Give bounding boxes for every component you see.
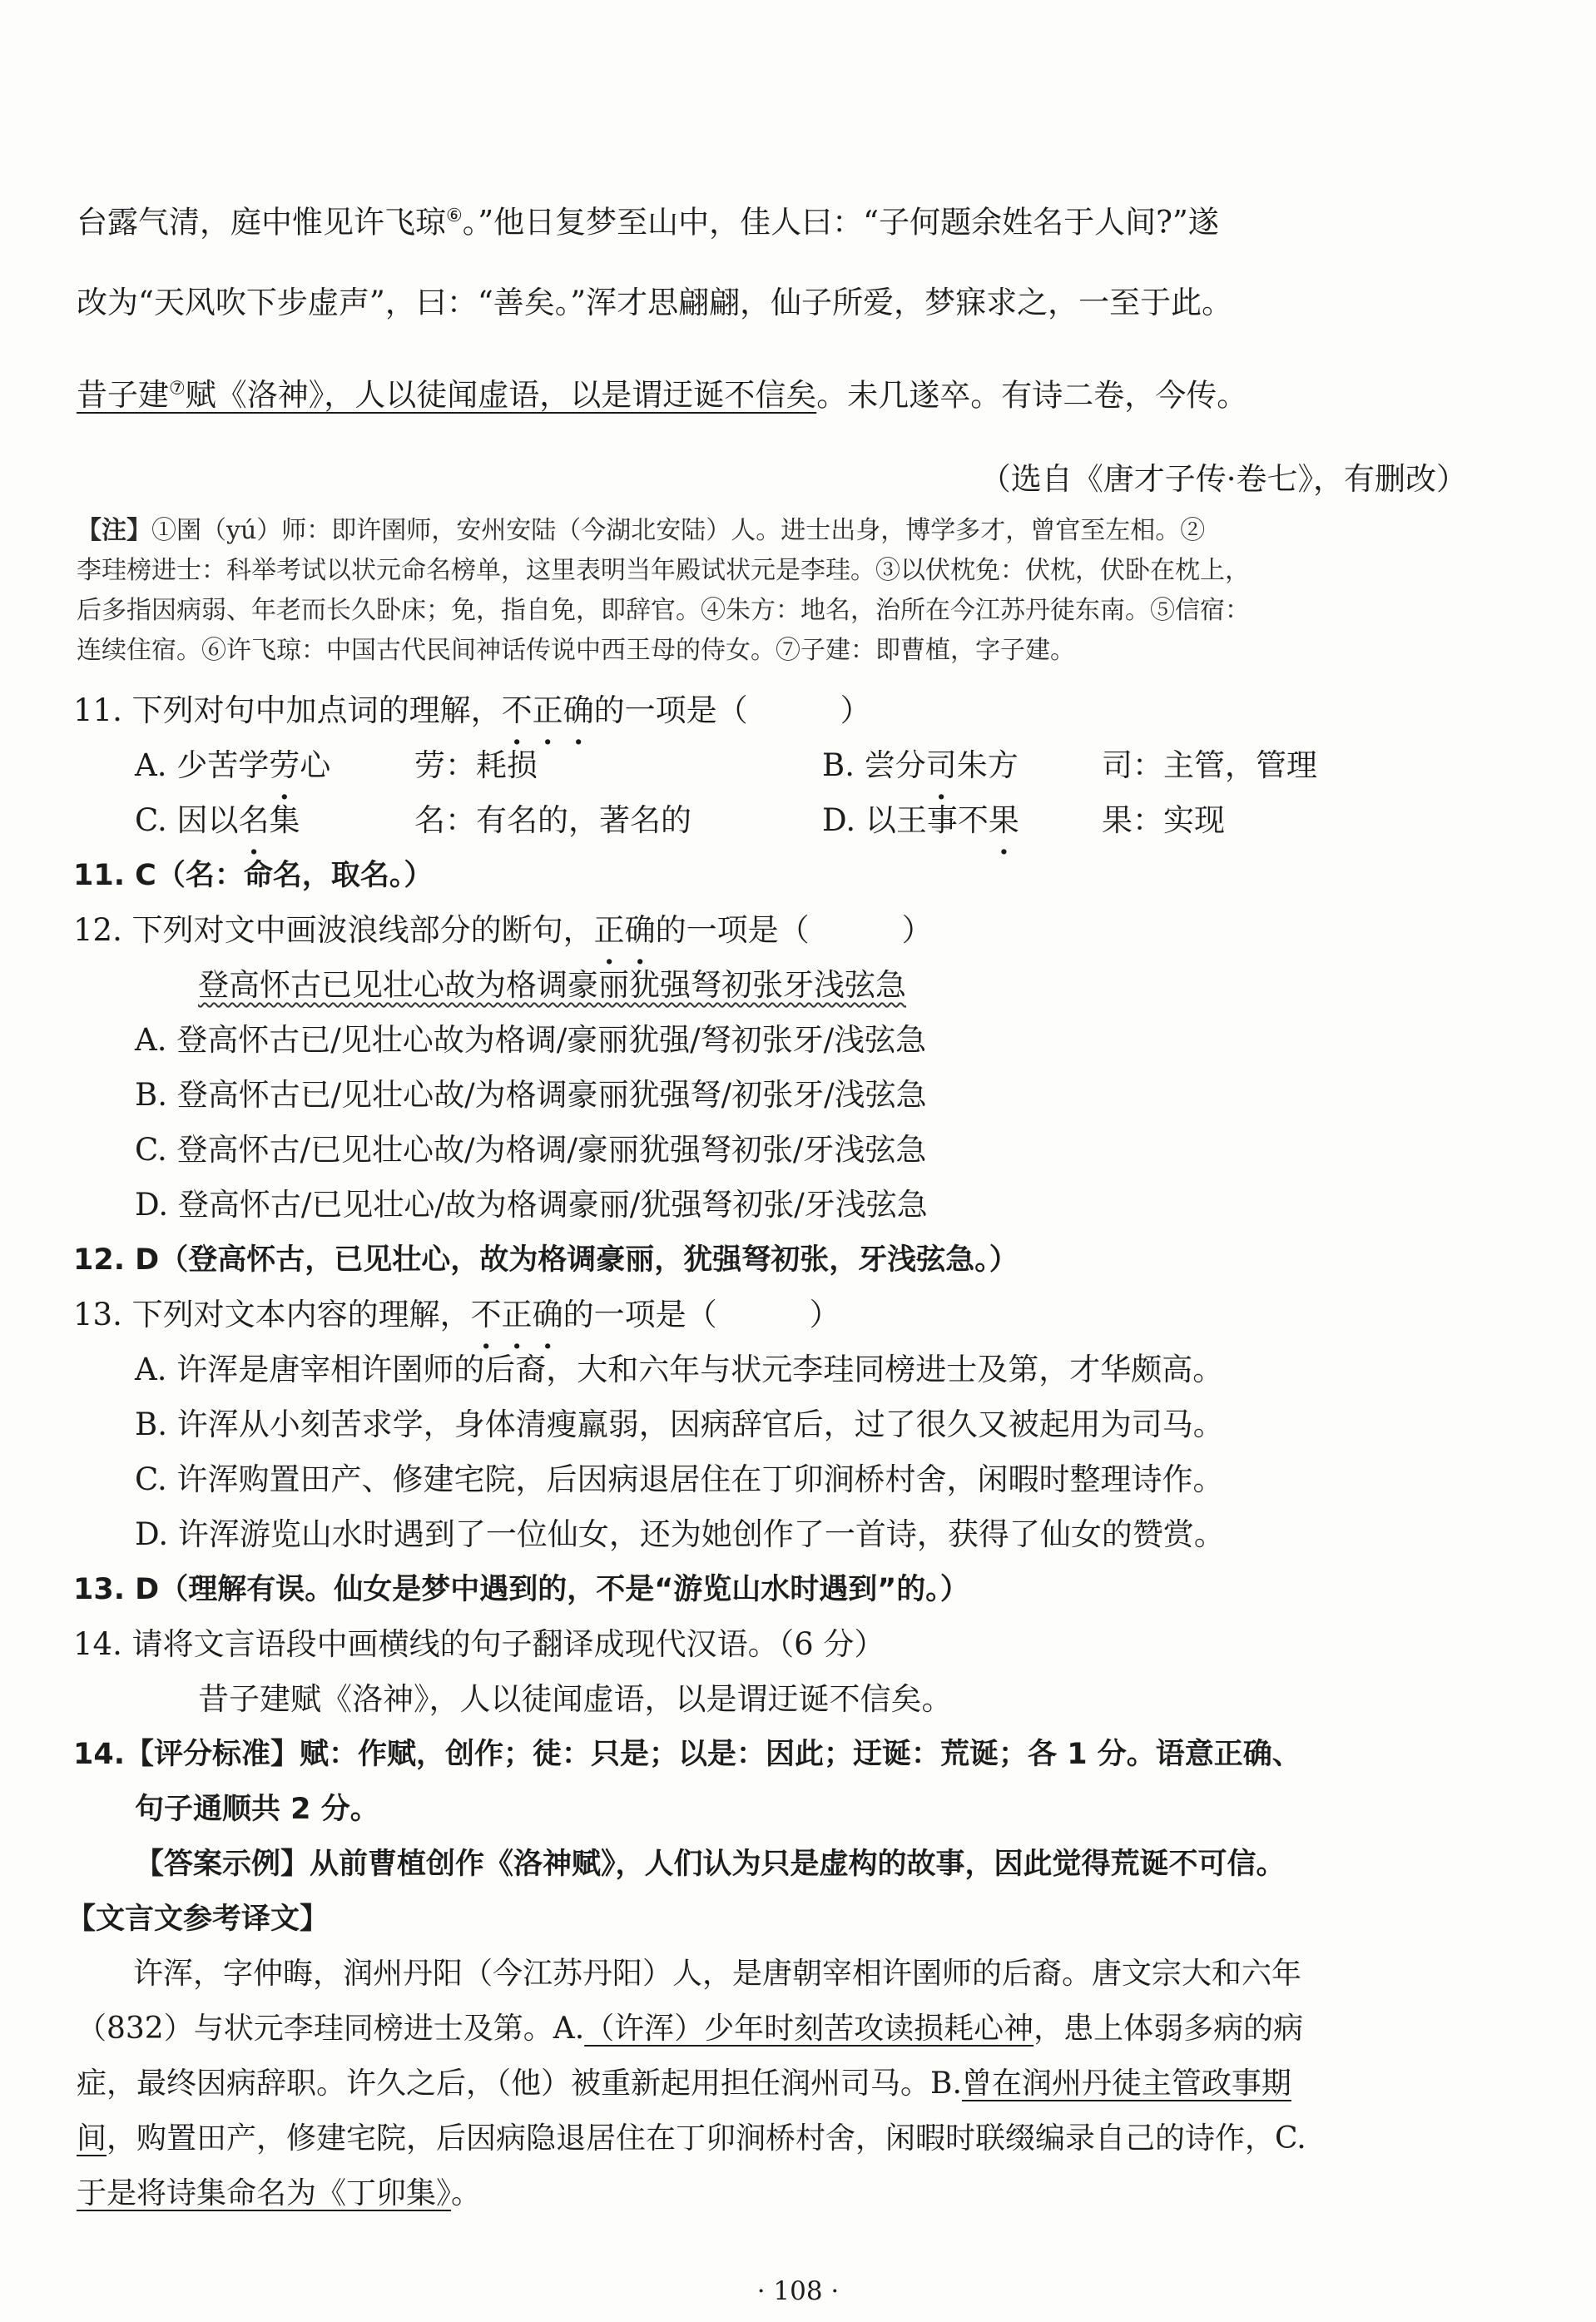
translation-heading: 【文言文参考译文】: [67, 1903, 330, 1936]
translation-line-1: 许浑，字仲晦，润州丹阳（今江苏丹阳）人，是唐朝宰相许圉师的后裔。唐文宗大和六年: [133, 1957, 1302, 1991]
question-11-answer: 11. C（名：命名，取名。）: [73, 859, 434, 892]
emphasis-char: 不: [470, 1297, 502, 1332]
emphasis-char: 不: [501, 692, 533, 728]
underlined-sentence: 昔子建⑦赋《洛神》，人以徒闻虚语，以是谓迂诞不信矣: [77, 377, 817, 414]
emphasis-char: 正: [593, 912, 625, 948]
question-11-option-a-gloss: 劳：耗损: [414, 747, 538, 783]
dotted-emphasis: [502, 692, 594, 728]
question-14-scoring: 14.【评分标准】赋：作赋，创作；徒：只是；以是：因此；迂诞：荒诞；各 1 分。语意正确、: [73, 1738, 1301, 1771]
passage-line-1: [77, 193, 1463, 246]
question-11-option-b: B. 尝分司朱方: [822, 747, 1019, 783]
dotted-emphasis: [594, 912, 656, 948]
question-12-sentence: 登高怀古已见壮心故为格调豪丽犹强弩初张牙浅弦急: [198, 967, 906, 1003]
note-line-1: 【注】①圉（yú）师：即许圉师，安州安陆（今湖北安陆）人。进士出身，博学多才，曾官至左相。②: [77, 516, 1206, 545]
question-11-option-a: A. 少苦学劳心: [135, 747, 331, 783]
question-12-option-a: A. 登高怀古已/见壮心故为格调/豪丽犹强/弩初张牙/浅弦急: [135, 1022, 927, 1058]
translation-line-4: 间，购置田产，修建宅院，后因病隐退居住在丁卯涧桥村舍，闲暇时联缀编录自己的诗作，C.: [77, 2121, 1306, 2156]
note-line-2: 李珪榜进士：科举考试以状元命名榜单，这里表明当年殿试状元是李珪。③以伏枕免：伏枕，伏卧在枕上，: [77, 556, 1250, 585]
question-13-option-b: B. 许浑从小刻苦求学，身体清瘦羸弱，因病辞官后，过了很久又被起用为司马。: [135, 1407, 1224, 1442]
note-line-3: 后多指因病弱、年老而长久卧床；免，指自免，即辞官。④朱方：地名，治所在今江苏丹徒东南。⑤信宿：: [77, 596, 1250, 625]
question-12-option-c: C. 登高怀古/已见壮心故/为格调/豪丽犹强弩初张/牙浅弦急: [135, 1132, 927, 1168]
emphasis-char: 正: [501, 1297, 533, 1332]
dotted-emphasis: [471, 1297, 563, 1332]
passage-text: 。”他日复梦至山中，佳人曰：“子何题余姓名于人间?”遂: [462, 204, 1219, 241]
question-13-stem: 13. 下列对文本内容的理解，不正确的一项是（ ）: [73, 1297, 840, 1332]
question-13-option-d: D. 许浑游览山水时遇到了一位仙女，还为她创作了一首诗，获得了仙女的赞赏。: [135, 1516, 1225, 1552]
question-14-answer-example: 【答案示例】从前曹植创作《洛神赋》，人们认为只是虚构的故事，因此觉得荒诞不可信。: [135, 1848, 1286, 1881]
passage-line-3: [77, 366, 1463, 419]
question-11-option-c: C. 因以名集: [135, 802, 300, 838]
question-12-option-d: D. 登高怀古/已见壮心/故为格调豪丽/犹强弩初张/牙浅弦急: [135, 1187, 928, 1223]
emphasis-char: 正: [532, 692, 563, 728]
question-11-stem: 11. 下列对句中加点词的理解，不正确的一项是（ ）: [73, 692, 871, 728]
question-14-scoring-continued: 句子通顺共 2 分。: [135, 1793, 379, 1826]
passage-text: 台露气清，庭中惟见许飞琼: [77, 204, 446, 241]
emphasis-char: 确: [624, 912, 656, 948]
page-number: · 108 ·: [756, 2276, 840, 2306]
source-citation: （选自《唐才子传·卷七》，有删改）: [979, 461, 1467, 497]
emphasis-char: 确: [532, 1297, 563, 1332]
question-13-option-a: A. 许浑是唐宰相许圉师的后裔，大和六年与状元李珪同榜进士及第，才华颇高。: [135, 1352, 1224, 1387]
question-11-option-d: D. 以王事不果: [822, 802, 1019, 838]
question-12-option-b: B. 登高怀古已/见壮心故/为格调豪丽犹强弩/初张牙/浅弦急: [135, 1077, 927, 1113]
emphasis-char: 确: [563, 692, 594, 728]
question-13-option-c: C. 许浑购置田产、修建宅院，后因病退居住在丁卯涧桥村舍，闲暇时整理诗作。: [135, 1461, 1224, 1497]
passage-text: 改为“天风吹下步虚声”，曰：“善矣。”浑才思翩翩，仙子所爱，梦寐求之，一至于此。: [77, 285, 1233, 320]
question-13-answer: 13. D（理解有误。仙女是梦中遇到的，不是“游览山水时遇到”的。）: [73, 1573, 969, 1606]
translation-line-3: 症，最终因病辞职。许久之后，（他）被重新起用担任润州司马。B.曾在润州丹徒主管政事期: [77, 2066, 1291, 2101]
question-11-option-d-gloss: 果：实现: [1102, 802, 1225, 838]
question-12-answer: 12. D（登高怀古，已见壮心，故为格调豪丽，犹强弩初张，牙浅弦急。）: [73, 1243, 1019, 1277]
question-12-stem: 12. 下列对文中画波浪线部分的断句，正确的一项是（ ）: [73, 912, 933, 948]
translation-line-5: 于是将诗集命名为《丁卯集》。: [77, 2176, 482, 2210]
passage-line-2: [77, 280, 1463, 326]
question-14-stem: 14. 请将文言语段中画横线的句子翻译成现代汉语。（6 分）: [73, 1626, 885, 1662]
translation-line-2: （832）与状元李珪同榜进士及第。A.（许浑）少年时刻苦攻读损耗心神，患上体弱多病的病: [77, 2012, 1304, 2046]
question-11-option-c-gloss: 名：有名的，著名的: [414, 802, 691, 838]
passage-text: 。未几遂卒。有诗二卷，今传。: [816, 377, 1248, 414]
note-label: 【注】: [77, 516, 151, 545]
note-line-4: 连续住宿。⑥许飞琼：中国古代民间神话传说中西王母的侍女。⑦子建：即曹植，字子建。: [77, 636, 1075, 665]
question-14-sentence: 昔子建赋《洛神》，人以徒闻虚语，以是谓迂诞不信矣。: [198, 1681, 953, 1717]
footnote-marker: ⑥: [446, 206, 463, 226]
question-11-option-b-gloss: 司：主管，管理: [1102, 747, 1317, 783]
